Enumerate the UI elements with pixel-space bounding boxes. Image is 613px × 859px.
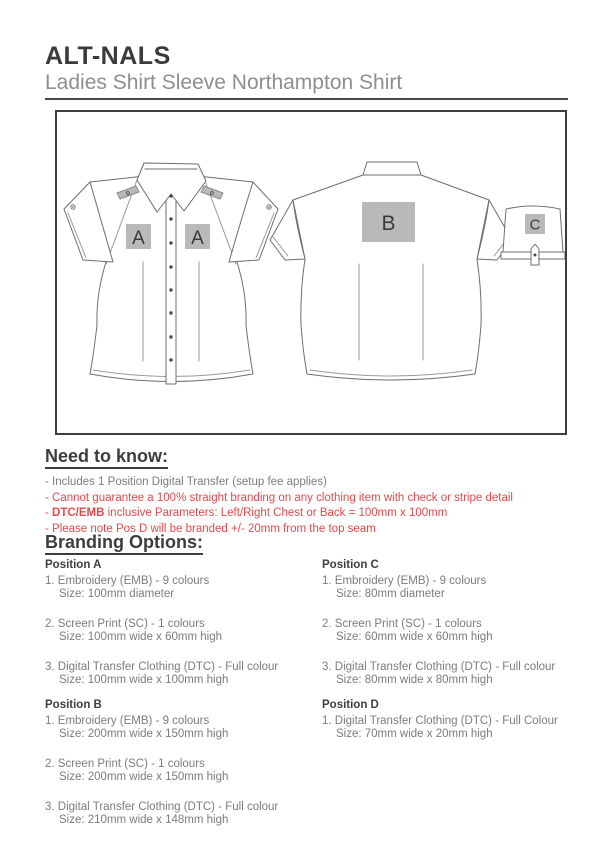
- branding-item: [45, 661, 322, 687]
- item-size: Size: 200mm wide x 150mm high: [59, 771, 229, 783]
- title-divider: [45, 98, 568, 100]
- position-d-left-label: D: [125, 190, 132, 198]
- item-method: 3. Digital Transfer Clothing (DTC) - Full colour: [322, 661, 556, 673]
- position-a-block: [45, 559, 322, 687]
- position-a-left-label: A: [132, 228, 145, 249]
- garment-diagram-box: [55, 110, 567, 435]
- item-size: Size: 100mm wide x 100mm high: [59, 674, 229, 686]
- position-b-block: [45, 699, 322, 827]
- item-size: Size: 80mm wide x 80mm high: [336, 674, 493, 686]
- need-to-know-section: [45, 446, 570, 537]
- position-d-right-label: D: [208, 190, 215, 198]
- branding-item: [45, 758, 322, 784]
- page-subtitle: Ladies Shirt Sleeve Northampton Shirt: [45, 71, 403, 94]
- branding-column-left: [45, 559, 322, 839]
- branding-options-section: [45, 532, 570, 839]
- branding-item: [45, 618, 322, 644]
- branding-item: [45, 575, 322, 601]
- sleeve-button-left-icon: [71, 205, 75, 209]
- item-method: 1. Digital Transfer Clothing (DTC) - Full Colour: [322, 715, 558, 727]
- need-to-know-list: [45, 475, 570, 537]
- position-c-block: [322, 559, 570, 687]
- branding-item: [45, 715, 322, 741]
- position-c-heading: Position C: [322, 559, 379, 571]
- need-to-know-item: - Includes 1 Position Digital Transfer (setup fee applies): [45, 476, 327, 488]
- branding-columns: [45, 559, 570, 839]
- item-method: 2. Screen Print (SC) - 1 colours: [322, 618, 482, 630]
- item-method: 3. Digital Transfer Clothing (DTC) - Full colour: [45, 661, 279, 673]
- item-size: Size: 60mm wide x 60mm high: [336, 631, 493, 643]
- item-size: Size: 100mm diameter: [59, 588, 175, 600]
- item-method: 1. Embroidery (EMB) - 9 colours: [322, 575, 487, 587]
- branding-item: [45, 801, 322, 827]
- position-d-heading: Position D: [322, 699, 379, 711]
- item-method: 1. Embroidery (EMB) - 9 colours: [45, 575, 210, 587]
- back-shirt-drawing: [270, 162, 512, 380]
- front-shirt-drawing: [64, 163, 278, 384]
- cuff-drawing: [501, 206, 565, 265]
- item-method: 1. Embroidery (EMB) - 9 colours: [45, 715, 210, 727]
- branding-options-heading: Branding Options:: [45, 532, 203, 555]
- item-size: Size: 80mm diameter: [336, 588, 445, 600]
- position-b-label: B: [381, 212, 396, 235]
- need-to-know-heading: Need to know:: [45, 446, 168, 469]
- position-c-label: C: [529, 216, 541, 234]
- position-a-right-label: A: [191, 228, 204, 249]
- cuff-button-icon: [534, 254, 537, 257]
- item-size: Size: 200mm wide x 150mm high: [59, 728, 229, 740]
- garment-diagram: [57, 112, 565, 433]
- branding-item: [322, 661, 570, 687]
- back-collar-band: [363, 162, 421, 175]
- position-a-heading: Position A: [45, 559, 102, 571]
- branding-item: [322, 715, 570, 741]
- branding-item: [322, 575, 570, 601]
- position-b-heading: Position B: [45, 699, 102, 711]
- need-to-know-item: - Cannot guarantee a 100% straight branding on any clothing item with check or stripe detail: [45, 491, 513, 504]
- item-method: 2. Screen Print (SC) - 1 colours: [45, 758, 205, 770]
- need-to-know-item: - Please note Pos D will be branded +/- 20mm from the top seam: [45, 522, 376, 535]
- item-method: 3. Digital Transfer Clothing (DTC) - Full colour: [45, 801, 279, 813]
- branding-column-right: [322, 559, 570, 839]
- item-method: 2. Screen Print (SC) - 1 colours: [45, 618, 205, 630]
- button-placket: [166, 192, 176, 384]
- item-size: Size: 100mm wide x 60mm high: [59, 631, 222, 643]
- item-size: Size: 70mm wide x 20mm high: [336, 728, 493, 740]
- item-size: Size: 210mm wide x 148mm high: [59, 814, 229, 826]
- need-to-know-item: - DTC/EMB inclusive Parameters: Left/Right Chest or Back = 100mm x 100mm: [45, 507, 448, 519]
- position-d-block: [322, 699, 570, 741]
- sleeve-button-right-icon: [267, 205, 271, 209]
- page-title: ALT-NALS: [45, 42, 171, 70]
- branding-item: [322, 618, 570, 644]
